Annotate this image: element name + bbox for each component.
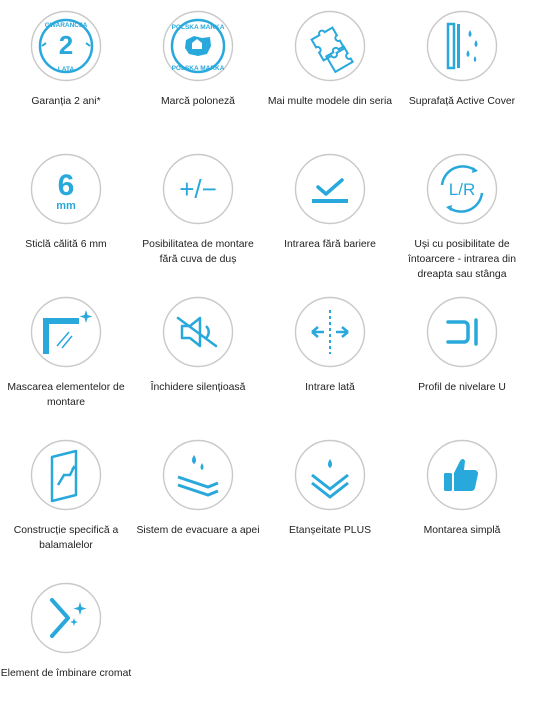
- svg-text:POLSKA MARKA: POLSKA MARKA: [171, 24, 225, 31]
- feature-label: Mai multe modele din seria: [267, 96, 393, 107]
- svg-text:2: 2: [58, 30, 74, 60]
- feature-label: Element de îmbinare cromat: [0, 668, 132, 679]
- feature-label: Mascarea elementelor de montare: [7, 382, 125, 408]
- feature-label: Posibilitatea de montare fără cuva de duș: [142, 239, 254, 265]
- plus-minus-icon: [162, 153, 234, 225]
- feature-label: Profil de nivelare U: [418, 382, 506, 393]
- svg-text:L/R: L/R: [448, 180, 476, 199]
- polish-brand-icon: [162, 10, 234, 82]
- thumbs-up-icon: [426, 439, 498, 511]
- feature-label: Construcție specifică a balamalelor: [13, 525, 119, 551]
- feature-label: Închidere silențioasă: [150, 382, 246, 393]
- feature-label: Marcă poloneză: [161, 96, 235, 107]
- feature-label: Intrare lată: [305, 382, 355, 393]
- feature-label: Suprafață Active Cover: [408, 96, 516, 107]
- water-drainage-icon: [162, 439, 234, 511]
- puzzle-icon: [294, 10, 366, 82]
- reversible-lr-icon: [426, 153, 498, 225]
- wide-entrance-arrows-icon: [294, 296, 366, 368]
- svg-text:6: 6: [57, 169, 75, 202]
- feature-label: Montarea simplă: [423, 525, 501, 536]
- chrome-joint-element-icon: [30, 582, 102, 654]
- active-cover-drops-icon: [426, 10, 498, 82]
- glass-6mm-icon: [30, 153, 102, 225]
- feature-label: Intrarea fără bariere: [284, 239, 376, 250]
- warranty-2-years-icon: [30, 10, 102, 82]
- silent-closing-icon: [162, 296, 234, 368]
- tightness-plus-icon: [294, 439, 366, 511]
- masking-elements-icon: [30, 296, 102, 368]
- svg-text:POLSKA MARKA: POLSKA MARKA: [171, 65, 225, 72]
- feature-label: Etanșeitate PLUS: [288, 525, 372, 536]
- feature-label: Garanția 2 ani*: [31, 96, 101, 107]
- svg-text:+/−: +/−: [179, 174, 217, 204]
- feature-label: Sistem de evacuare a apei: [136, 525, 260, 536]
- barrier-free-checkmark-icon: [294, 153, 366, 225]
- svg-text:GWARANCJA: GWARANCJA: [44, 22, 88, 29]
- feature-label: Uși cu posibilitate de întoarcere - intrarea din dreapta sau stânga: [407, 239, 516, 280]
- feature-label: Sticlă călită 6 mm: [25, 239, 107, 250]
- svg-text:mm: mm: [56, 200, 76, 212]
- svg-text:LATA: LATA: [57, 66, 75, 73]
- hinge-construction-icon: [30, 439, 102, 511]
- u-profile-icon: [426, 296, 498, 368]
